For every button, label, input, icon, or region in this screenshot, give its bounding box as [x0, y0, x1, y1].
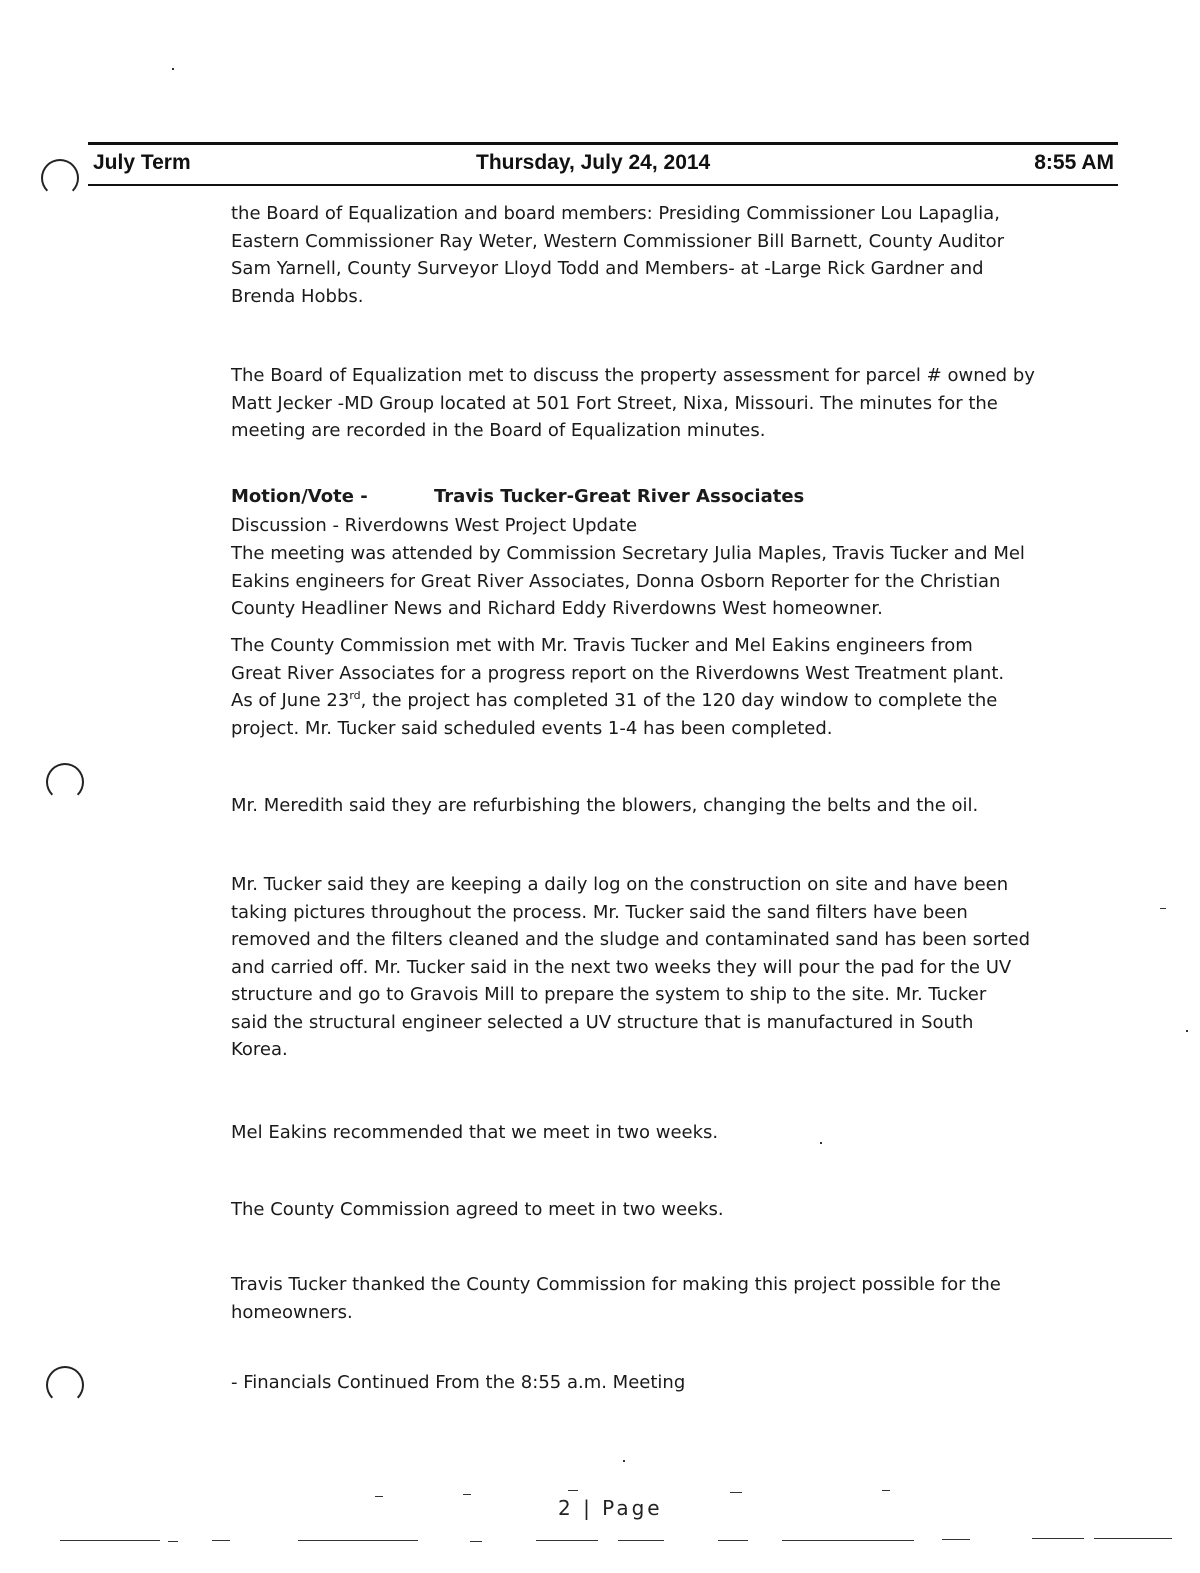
text-line: Eakins engineers for Great River Associates, Donna Osborn Reporter for the Christian	[231, 570, 1001, 592]
text-line: Brenda Hobbs.	[231, 285, 364, 307]
scan-dash	[882, 1490, 890, 1491]
text-line: The Board of Equalization met to discuss the property assessment for parcel # owned by	[231, 365, 1035, 386]
scan-dash	[782, 1540, 914, 1541]
header-rule-bottom	[88, 184, 1118, 186]
scan-speck	[623, 1460, 625, 1462]
scan-dash	[60, 1540, 160, 1541]
paragraph-construction	[231, 871, 1061, 1064]
scan-dash	[1032, 1538, 1084, 1539]
paragraph-assessment	[231, 362, 1061, 445]
text-line: and carried off. Mr. Tucker said in the next two weeks they will pour the pad for the UV	[231, 956, 1012, 978]
text-line: Great River Associates for a progress report on the Riverdowns West Treatment plant.	[231, 662, 1005, 684]
financials-item	[231, 1369, 1061, 1397]
scan-speck	[1160, 908, 1166, 909]
text-segment: As of June 23	[231, 690, 350, 711]
text-line: County Headliner News and Richard Eddy Riverdowns West homeowner.	[231, 598, 883, 619]
text-line: The County Commission agreed to meet in two weeks.	[231, 1199, 724, 1220]
text-line	[231, 687, 1061, 715]
text-line: structure and go to Gravois Mill to prepare the system to ship to the site. Mr. Tucker	[231, 984, 987, 1005]
text-line: said the structural engineer selected a UV structure that is manufactured in South	[231, 1011, 974, 1033]
motion-vote-label: Motion/Vote -	[231, 486, 368, 507]
scan-dash	[1094, 1538, 1172, 1539]
text-line: Discussion - Riverdowns West Project Update	[231, 515, 638, 536]
scan-speck	[820, 1142, 822, 1144]
scan-dash	[375, 1496, 383, 1497]
text-line: taking pictures throughout the process. Mr. Tucker said the sand filters have been	[231, 901, 968, 923]
scan-dash	[618, 1540, 664, 1541]
text-line: Sam Yarnell, County Surveyor Lloyd Todd and Members- at -Large Rick Gardner and	[231, 258, 984, 279]
text-line: Eastern Commissioner Ray Weter, Western Commissioner Bill Barnett, County Auditor	[231, 230, 1005, 252]
text-line: Travis Tucker thanked the County Commission for making this project possible for the	[231, 1274, 1001, 1295]
text-line: Korea.	[231, 1039, 288, 1060]
motion-vote-value: Travis Tucker-Great River Associates	[434, 486, 805, 507]
scan-dash	[463, 1494, 471, 1495]
text-line: Mr. Tucker said they are keeping a daily log on the construction on site and have been	[231, 874, 1009, 895]
scan-dash	[470, 1541, 482, 1542]
header-date: Thursday, July 24, 2014	[476, 151, 711, 174]
text-line: the Board of Equalization and board members: Presiding Commissioner Lou Lapaglia,	[231, 203, 1000, 224]
scan-dash	[168, 1541, 178, 1542]
scan-dash	[568, 1490, 578, 1491]
header-time: 8:55 AM	[1034, 151, 1114, 174]
paragraph-attendance	[231, 540, 1061, 623]
scan-speck	[1186, 1030, 1188, 1032]
scan-dash	[212, 1540, 230, 1541]
text-line: - Financials Continued From the 8:55 a.m. Meeting	[231, 1372, 686, 1393]
punch-hole-mark	[46, 763, 84, 801]
text-line: Mel Eakins recommended that we meet in two weeks.	[231, 1122, 719, 1143]
text-line: The County Commission met with Mr. Travis Tucker and Mel Eakins engineers from	[231, 635, 973, 656]
text-line: homeowners.	[231, 1301, 353, 1323]
paragraph-recommendation	[231, 1119, 1061, 1147]
text-line: removed and the filters cleaned and the sludge and contaminated sand has been sorted	[231, 929, 1031, 950]
punch-hole-mark	[46, 1366, 84, 1404]
paragraph-thanks	[231, 1271, 1061, 1326]
scan-dash	[718, 1540, 748, 1541]
scan-dash	[942, 1539, 970, 1540]
punch-hole-mark	[41, 159, 79, 197]
scan-dash	[298, 1540, 418, 1541]
paragraph-progress-report	[231, 632, 1061, 742]
text-line: Mr. Meredith said they are refurbishing the blowers, changing the belts and the oil.	[231, 795, 979, 816]
text-line: project. Mr. Tucker said scheduled events 1-4 has been completed.	[231, 717, 833, 739]
header-term: July Term	[93, 151, 191, 174]
header-rule-top	[88, 142, 1118, 145]
superscript: rd	[349, 689, 361, 702]
text-segment: , the project has completed 31 of the 120 day window to complete the	[360, 690, 998, 711]
paragraph-board-members	[231, 200, 1061, 310]
scan-speck	[172, 68, 174, 70]
text-line: The meeting was attended by Commission Secretary Julia Maples, Travis Tucker and Mel	[231, 543, 1025, 564]
paragraph-blowers	[231, 792, 1061, 820]
page-number: 2 | Page	[558, 1496, 663, 1520]
paragraph-agreement	[231, 1196, 1061, 1224]
scan-dash	[536, 1540, 598, 1541]
discussion-line	[231, 512, 1061, 540]
text-line: meeting are recorded in the Board of Equalization minutes.	[231, 420, 766, 441]
text-line: Matt Jecker -MD Group located at 501 Fort Street, Nixa, Missouri. The minutes for the	[231, 392, 998, 414]
scan-dash	[730, 1492, 742, 1493]
